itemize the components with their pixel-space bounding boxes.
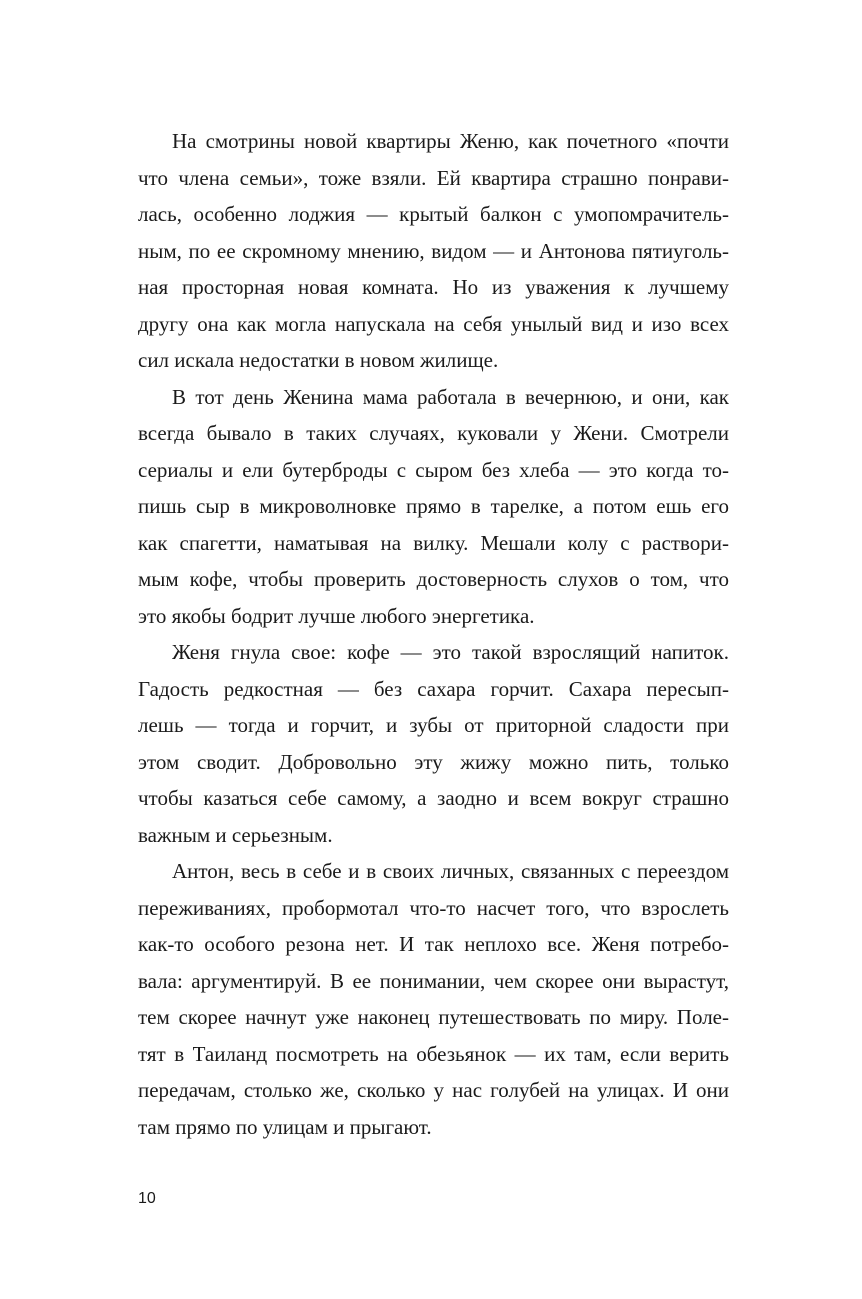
- text-line: тем скорее начнут уже наконец путешествовать по миру. Поле-: [138, 1005, 729, 1029]
- body-text: [138, 123, 729, 1145]
- text-line: сериалы и ели бутерброды с сыром без хлеба — это когда то-: [138, 457, 729, 482]
- text-line: всегда бывало в таких случаях, куковали у Жени. Смотрели: [138, 421, 729, 445]
- text-line: Женя гнула свое: кофе — это такой взрослящий напиток.: [172, 640, 729, 664]
- text-line: вала: аргументируй. В ее понимании, чем скорее они вырастут,: [138, 968, 729, 993]
- page-number: 10: [138, 1190, 156, 1207]
- text-line: там прямо по улицам и прыгают.: [138, 1114, 432, 1139]
- text-line: как спагетти, наматывая на вилку. Мешали колу с раствори-: [138, 530, 729, 555]
- text-line: что члена семьи», тоже взяли. Ей квартира страшно понрави-: [138, 165, 729, 190]
- text-line: ным, по ее скромному мнению, видом — и Антонова пятиуголь-: [138, 238, 729, 263]
- text-line: другу она как могла напускала на себя унылый вид и изо всех: [138, 311, 729, 336]
- text-line: это якобы бодрит лучше любого энергетика.: [138, 603, 535, 628]
- text-line: тят в Таиланд посмотреть на обезьянок — их там, если верить: [138, 1041, 729, 1066]
- text-line: мым кофе, чтобы проверить достоверность слухов о том, что: [138, 567, 729, 591]
- text-line: важным и серьезным.: [138, 822, 333, 847]
- text-line: сил искала недостатки в новом жилище.: [138, 348, 499, 372]
- text-line: как-то особого резона нет. И так неплохо все. Женя потребо-: [138, 932, 729, 956]
- text-line: На смотрины новой квартиры Женю, как почетного «почти: [172, 129, 729, 153]
- text-line: переживаниях, пробормотал что-то насчет того, что взрослеть: [138, 895, 729, 920]
- text-line: Антон, весь в себе и в своих личных, связанных с переездом: [172, 859, 729, 883]
- text-line: В тот день Женина мама работала в вечернюю, и они, как: [172, 384, 729, 409]
- text-line: чтобы казаться себе самому, а заодно и всем вокруг страшно: [138, 786, 729, 810]
- text-line: пишь сыр в микроволновке прямо в тарелке, а потом ешь его: [138, 494, 729, 518]
- text-line: этом сводит. Добровольно эту жижу можно пить, только: [138, 749, 729, 774]
- text-line: лась, особенно лоджия — крытый балкон с умопомрачитель-: [138, 202, 729, 226]
- text-line: лешь — тогда и горчит, и зубы от приторной сладости при: [138, 713, 729, 737]
- text-line: Гадость редкостная — без сахара горчит. Сахара пересып-: [138, 676, 729, 701]
- text-line: передачам, столько же, сколько у нас голубей на улицах. И они: [138, 1078, 729, 1102]
- text-line: ная просторная новая комната. Но из уважения к лучшему: [138, 275, 729, 299]
